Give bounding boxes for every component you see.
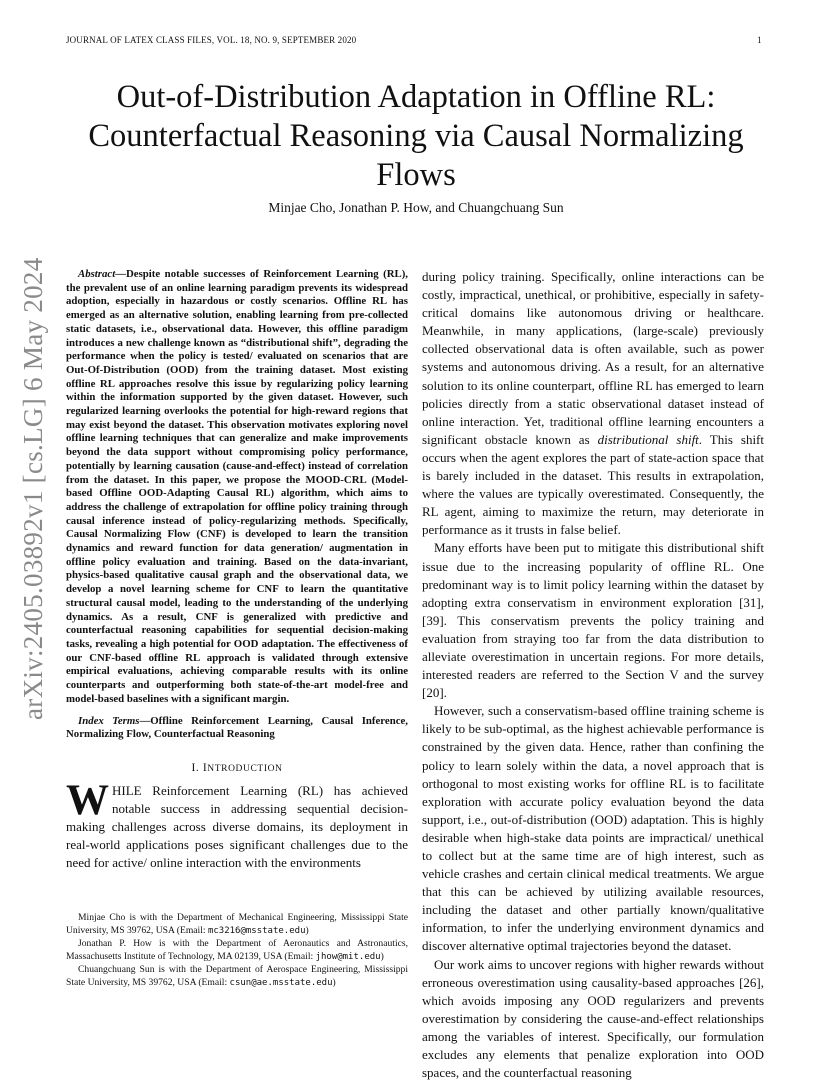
- body-paragraph: Our work aims to uncover regions with higher rewards without erroneous overestimation using causality-based approaches [26], which avoids imposing any OOD regularizers and prevents overestimation by considering the cause-and-effect relationships among the variables of interest. Specifically, our formulation excludes any elements that penalize exploration into OOD spaces, and the counterfactual reasoning: [422, 956, 764, 1081]
- footnote-text: Minjae Cho is with the Department of Mechanical Engineering, Mississippi State University, MS 39762, USA (Email:: [66, 912, 408, 936]
- abstract-label: Abstract: [78, 268, 116, 280]
- footnote: [66, 938, 408, 963]
- footnote: [66, 912, 408, 937]
- footnote-text: Jonathan P. How is with the Department of Aeronautics and Astronautics, Massachusetts Institute of Technology, MA 02139, USA (Email:: [66, 938, 408, 962]
- paper-title: [66, 78, 766, 195]
- page-number: 1: [757, 35, 762, 45]
- title-line: Flows: [376, 157, 456, 193]
- index-terms-text: —Offline Reinforcement Learning, Causal Inference, Normalizing Flow, Counterfactual Reasoning: [66, 714, 408, 741]
- index-terms: [66, 715, 408, 742]
- section-title-rest: NTRODUCTION: [207, 763, 283, 774]
- footnote: [66, 964, 408, 989]
- section-first-letter: I: [202, 761, 208, 774]
- section-number: I.: [191, 761, 200, 774]
- paragraph-text: . This shift occurs when the agent explores the part of state-action space that is barely included in the dataset. This results in extrapolation, where the values are typically overestimated. Consequently, the RL agent, aiming to maximize the return, may deteriorate in performance as it trusts in false belief.: [422, 431, 764, 538]
- index-terms-label: Index Terms: [78, 714, 140, 727]
- footnote-email[interactable]: jhow@mit.edu: [315, 951, 381, 962]
- footnote-end: ): [380, 950, 384, 962]
- abstract-text: —Despite notable successes of Reinforcement Learning (RL), the prevalent use of an online learning paradigm prevents its widespread adoption, especially in hazardous or costly scenarios. Offline RL has emerged as an alternative solution, enabling learning from pre-collected static datasets, i.e., observational data. However, this offline paradigm introduces a new challenge known as “distributional shift”, degrading the performance when the policy is tested/ evaluated on scenarios that are Out-Of-Distribution (OOD) from the training dataset. Most existing offline RL approaches resolve this issue by regularizing policy learning within the information supported by the given dataset. However, such regularized learning overlooks the potential for high-reward regions that may exist beyond the dataset. This observation motivates exploring novel offline learning techniques that can generalize and make improvements beyond the data support without compromising policy performance, potentially by learning causation (cause-and-effect) instead of correlation from the dataset. In this paper, we propose the MOOD-CRL (Model-based Offline OOD-Adapting Causal RL) algorithm, which aims to address the challenge of extrapolation for offline policy training through causal inference instead of policy-regularizing methods. Specifically, Causal Normalizing Flow (CNF) is developed to learn the transition dynamics and reward function for data generation/ augmentation in offline policy evaluation and training. Based on the data-invariant, physics-based qualitative causal graph and the observational data, we develop a novel learning scheme for CNF to learn the quantitative structural causal model, leading to the understanding of the underlying dynamics. As a result, CNF is generalized with predictive and counterfactual reasoning capabilities for sequential decision-making tasks, revealing a high potential for OOD adaptation. The effectiveness of our CNF-based offline RL approach is validated through extensive empirical evaluations, achieving comparable results with its online counterparts and outperforming both state-of-the-art model-free and model-based baselines with a significant margin.: [66, 268, 408, 705]
- footnote-end: ): [332, 976, 336, 988]
- footnote-end: ): [305, 924, 309, 936]
- author-list: Minjae Cho, Jonathan P. How, and Chuangchuang Sun: [268, 200, 564, 215]
- body-paragraph: [422, 268, 764, 539]
- footnote-email[interactable]: mc3216@msstate.edu: [207, 925, 306, 936]
- left-column: [66, 268, 408, 872]
- title-line: Out-of-Distribution Adaptation in Offline RL:: [116, 79, 716, 115]
- footnotes: [66, 912, 408, 991]
- title-line: Counterfactual Reasoning via Causal Normalizing: [88, 118, 744, 154]
- abstract: [66, 268, 408, 707]
- right-column: [422, 268, 764, 1082]
- drop-cap: W: [66, 776, 109, 824]
- emphasis-text: distributional shift: [597, 431, 699, 447]
- body-paragraph: However, such a conservatism-based offline training scheme is likely to be sub-optimal, as the highest achievable performance is constrained by the given data. Hence, rather than confining the policy to learn solely within the data, a novel approach that is orthogonal to most existing works for offline RL is to facilitate exploration with accurate policy evaluation beyond the data support, i.e., out-of-distribution (OOD) adaptation. This is highly desirable when high-stake data points are impractical/ unethical to collect but at the same time are of high interest, such as vehicle crashes and certain clinical medical treatments. We argue that this can be achieved by utilizing available resources, including the dataset and other partially known/qualitative information, to infer the underlying environment dynamics and discover alternative optimal trajectories beyond the dataset.: [422, 703, 764, 954]
- section-heading-introduction: [66, 762, 408, 774]
- footnote-text: Chuangchuang Sun is with the Department of Aerospace Engineering, Mississippi State University, MS 39762, USA (Email:: [66, 964, 408, 988]
- body-paragraph: Many efforts have been put to mitigate this distributional shift issue due to the increasing popularity of offline RL. One predominant way is to limit policy learning within the dataset by adopting extra conservatism in environment exploration [31], [39]. This conservatism prevents the policy training and evaluation from straying too far from the data distribution to alleviate overestimation in uncertain regions. For more details, interested readers are referred to the Section V and the survey [20].: [422, 540, 764, 701]
- footnote-email[interactable]: csun@ae.msstate.edu: [229, 977, 333, 988]
- intro-paragraph: [66, 776, 408, 872]
- arxiv-identifier: arXiv:2405.03892v1 [cs.LG] 6 May 2024: [18, 257, 48, 720]
- paragraph-text: during policy training. Specifically, online interactions can be costly, impractical, unethical, or prohibitive, especially in safety-critical domains like autonomous driving or healthcare. Meanwhile, in many applications, (large-scale) previously collected observational data is often available, such as power systems and autonomous driving. As a result, for an alternative solution to its online counterpart, offline RL has emerged to learn policies directly from a static observational dataset instead of online interaction. Yet, traditional offline learning encounters a significant obstacle known as: [422, 269, 764, 447]
- intro-text: HILE Reinforcement Learning (RL) has achieved notable success in addressing sequential decision-making challenges across diverse domains, its deployment in real-world applications poses significant challenges due to the need for active/ online interaction with the environments: [66, 782, 408, 871]
- journal-header: JOURNAL OF LATEX CLASS FILES, VOL. 18, NO. 9, SEPTEMBER 2020: [66, 35, 357, 45]
